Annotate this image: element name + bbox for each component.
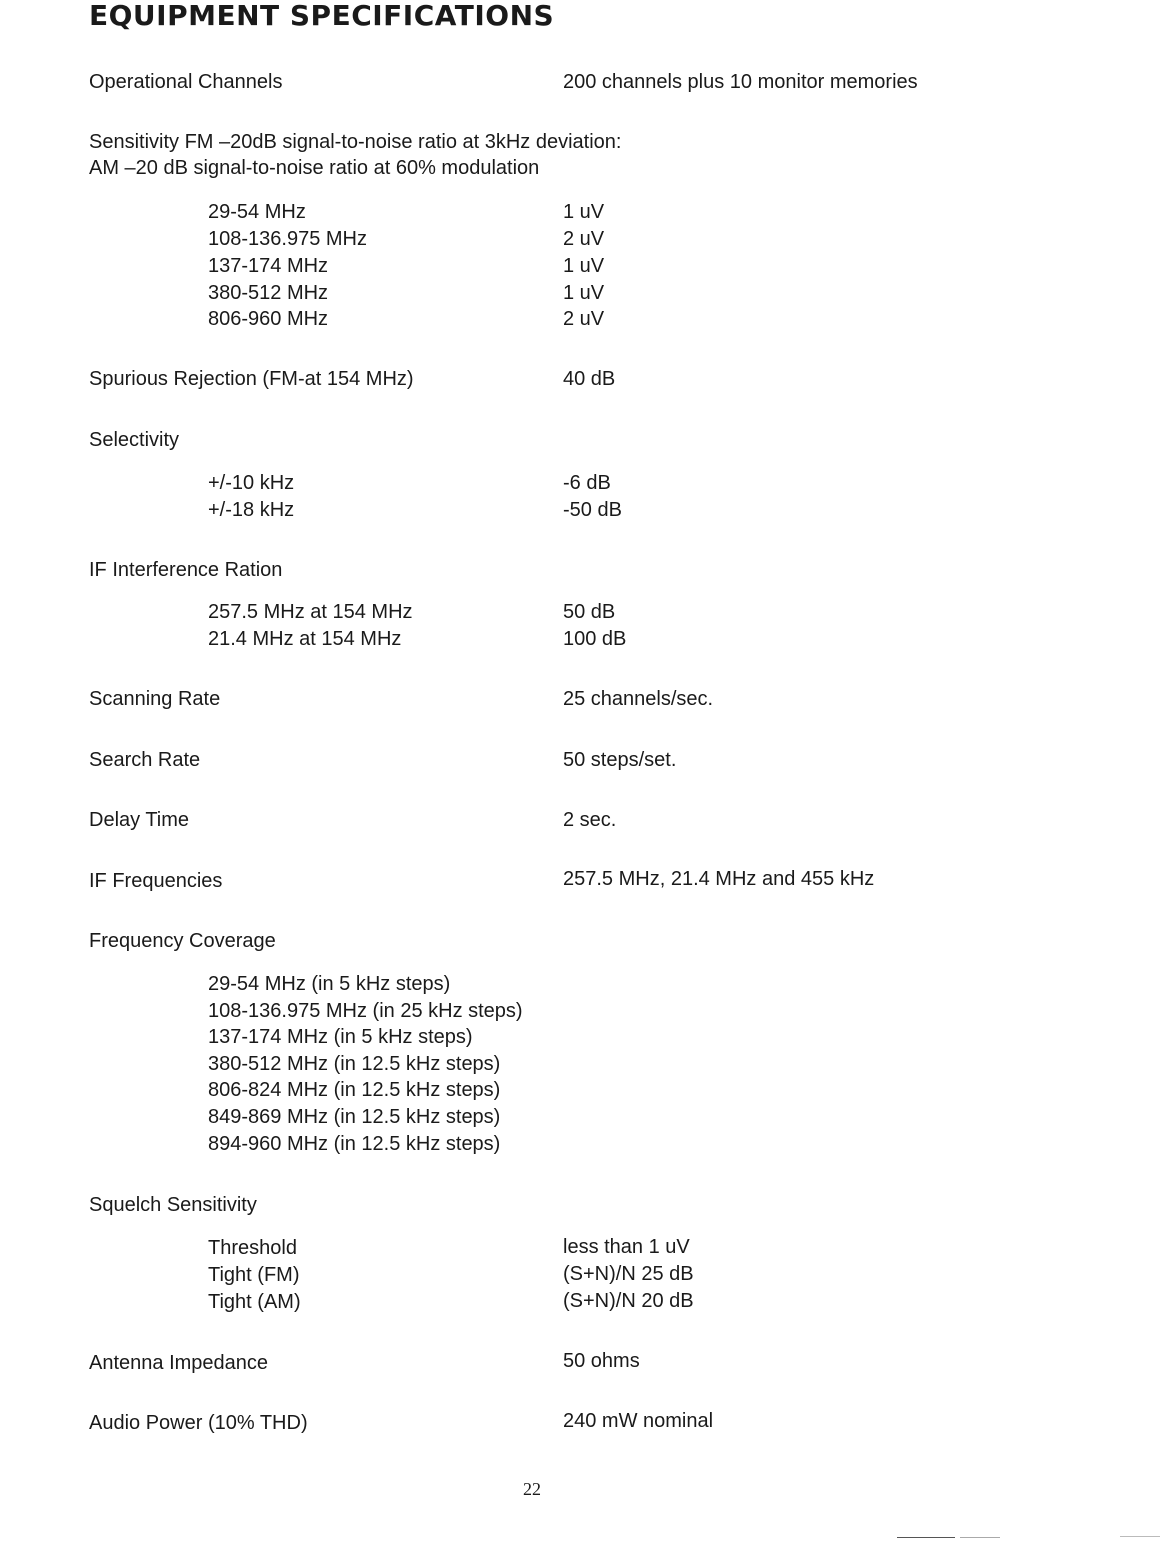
selectivity-band: +/-18 kHz xyxy=(208,499,295,521)
if-interference-value: 50 dB xyxy=(563,601,616,623)
search-rate-value: 50 steps/set. xyxy=(563,749,677,771)
scan-artifact xyxy=(897,1537,955,1538)
sensitivity-band: 806-960 MHz xyxy=(208,308,329,330)
antenna-impedance-value: 50 ohms xyxy=(563,1350,640,1372)
selectivity-value: -6 dB xyxy=(563,472,611,494)
sensitivity-band: 29-54 MHz xyxy=(208,201,306,223)
selectivity-value: -50 dB xyxy=(563,499,622,521)
selectivity-band: +/-10 kHz xyxy=(208,472,295,494)
page-title: EQUIPMENT SPECIFICATIONS xyxy=(89,0,555,32)
selectivity-label: Selectivity xyxy=(89,429,180,451)
sensitivity-value: 1 uV xyxy=(563,201,605,223)
operational-channels-value: 200 channels plus 10 monitor memories xyxy=(563,71,918,93)
squelch-value: (S+N)/N 25 dB xyxy=(563,1263,694,1285)
sensitivity-value: 2 uV xyxy=(563,228,605,250)
if-interference-band: 257.5 MHz at 154 MHz xyxy=(208,601,413,623)
spurious-rejection-label: Spurious Rejection (FM-at 154 MHz) xyxy=(89,368,414,390)
squelch-mode: Tight (FM) xyxy=(208,1264,300,1286)
sensitivity-band: 380-512 MHz xyxy=(208,282,329,304)
squelch-mode: Tight (AM) xyxy=(208,1291,301,1313)
sensitivity-value: 1 uV xyxy=(563,282,605,304)
if-frequencies-value: 257.5 MHz, 21.4 MHz and 455 kHz xyxy=(563,868,875,890)
sensitivity-am-line: AM –20 dB signal-to-noise ratio at 60% modulation xyxy=(89,157,540,179)
frequency-coverage-range: 137-174 MHz (in 5 kHz steps) xyxy=(208,1026,473,1048)
if-interference-band: 21.4 MHz at 154 MHz xyxy=(208,628,402,650)
scan-artifact xyxy=(1120,1536,1160,1537)
antenna-impedance-label: Antenna Impedance xyxy=(89,1352,269,1374)
delay-time-value: 2 sec. xyxy=(563,809,617,831)
delay-time-label: Delay Time xyxy=(89,809,190,831)
sensitivity-band: 108-136.975 MHz xyxy=(208,228,367,250)
sensitivity-value: 2 uV xyxy=(563,308,605,330)
page-number: 22 xyxy=(523,1479,541,1499)
operational-channels-label: Operational Channels xyxy=(89,71,283,93)
squelch-value: (S+N)/N 20 dB xyxy=(563,1290,694,1312)
sensitivity-value: 1 uV xyxy=(563,255,605,277)
squelch-sensitivity-label: Squelch Sensitivity xyxy=(89,1194,257,1216)
frequency-coverage-range: 894-960 MHz (in 12.5 kHz steps) xyxy=(208,1133,501,1155)
sensitivity-band: 137-174 MHz xyxy=(208,255,329,277)
frequency-coverage-range: 806-824 MHz (in 12.5 kHz steps) xyxy=(208,1079,501,1101)
if-interference-label: IF Interference Ration xyxy=(89,559,283,581)
sensitivity-fm-line: Sensitivity FM –20dB signal-to-noise ratio at 3kHz deviation: xyxy=(89,131,622,153)
search-rate-label: Search Rate xyxy=(89,749,201,771)
frequency-coverage-label: Frequency Coverage xyxy=(89,930,276,952)
squelch-mode: Threshold xyxy=(208,1237,297,1259)
scanning-rate-value: 25 channels/sec. xyxy=(563,688,714,710)
frequency-coverage-range: 380-512 MHz (in 12.5 kHz steps) xyxy=(208,1053,501,1075)
if-interference-value: 100 dB xyxy=(563,628,627,650)
if-frequencies-label: IF Frequencies xyxy=(89,870,223,892)
squelch-value: less than 1 uV xyxy=(563,1236,690,1258)
scanning-rate-label: Scanning Rate xyxy=(89,688,221,710)
audio-power-label: Audio Power (10% THD) xyxy=(89,1412,308,1434)
spurious-rejection-value: 40 dB xyxy=(563,368,616,390)
frequency-coverage-range: 849-869 MHz (in 12.5 kHz steps) xyxy=(208,1106,501,1128)
audio-power-value: 240 mW nominal xyxy=(563,1410,714,1432)
scan-artifact xyxy=(960,1537,1000,1538)
frequency-coverage-range: 108-136.975 MHz (in 25 kHz steps) xyxy=(208,1000,523,1022)
frequency-coverage-range: 29-54 MHz (in 5 kHz steps) xyxy=(208,973,451,995)
